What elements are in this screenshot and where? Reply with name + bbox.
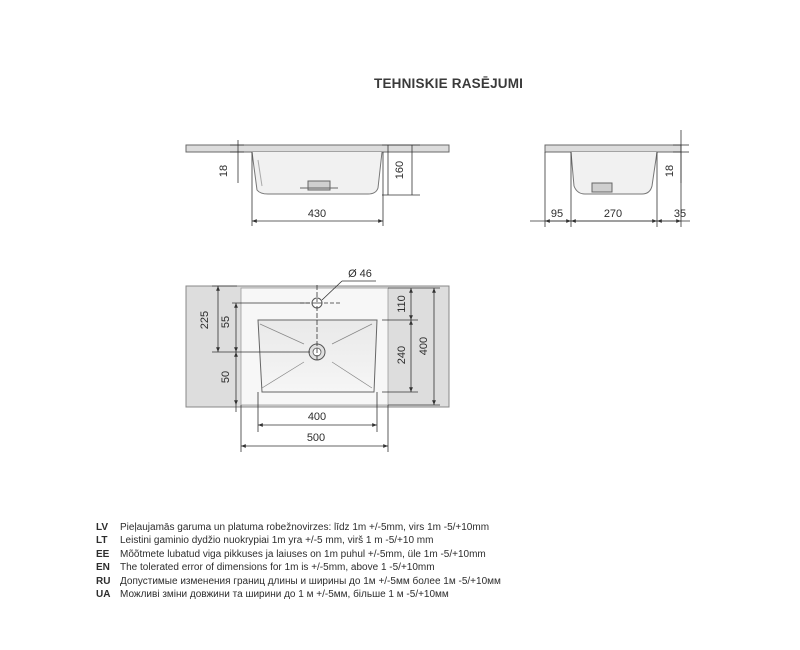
side-view	[545, 145, 681, 194]
top-400-depth-label: 400	[418, 336, 430, 356]
side-thickness-label: 18	[664, 164, 676, 178]
top-55-label: 55	[220, 315, 232, 329]
note-row-ee	[96, 548, 501, 561]
note-text: Можливі зміни довжини та ширини до 1 м +/-5мм, більше 1 м -5/+10мм	[120, 589, 449, 601]
side-basin-label: 270	[603, 208, 623, 220]
note-row-ua	[96, 588, 501, 601]
top-view	[186, 286, 449, 407]
top-400-basin-label: 400	[307, 411, 327, 423]
drawing-title: TEHNISKIE RASĒJUMI	[374, 76, 524, 91]
top-50-label: 50	[220, 370, 232, 384]
note-row-ru	[96, 575, 501, 588]
note-code: LT	[96, 535, 108, 547]
note-row-lv	[96, 521, 501, 534]
side-countertop	[545, 145, 681, 152]
side-left-label: 95	[550, 208, 564, 220]
note-code: RU	[96, 575, 111, 587]
note-code: UA	[96, 589, 111, 601]
note-text: Mõõtmete lubatud viga pikkuses ja laiuses on 1m puhul +/-5mm, üle 1m -5/+10mm	[120, 548, 486, 560]
note-code: LV	[96, 522, 109, 533]
note-row-en	[96, 561, 501, 574]
side-drain	[592, 183, 612, 192]
side-right-label: 35	[673, 208, 687, 220]
top-110-label: 110	[396, 295, 408, 313]
top-240-label: 240	[396, 345, 408, 365]
note-code: EN	[96, 562, 110, 574]
front-countertop	[186, 145, 449, 152]
front-width-label: 430	[307, 208, 327, 220]
front-drain	[308, 181, 330, 190]
drain-diameter-label: Ø 46	[348, 268, 372, 280]
note-text: Leistini gaminio dydžio nuokrypiai 1m yra +/-5 mm, virš 1 m -5/+10 mm	[120, 535, 434, 547]
top-500-label: 500	[306, 432, 326, 444]
note-text: The tolerated error of dimensions for 1m is +/-5mm, above 1 -5/+10mm	[120, 562, 435, 574]
front-thickness-label: 18	[218, 164, 230, 178]
note-code: EE	[96, 548, 110, 560]
note-text: Допустимые изменения границ длины и ширины до 1м +/-5мм более 1м -5/+10мм	[120, 575, 501, 587]
note-row-lt	[96, 534, 501, 547]
front-depth-label: 160	[394, 160, 406, 180]
side-basin	[571, 152, 657, 194]
note-text: Pieļaujamās garuma un platuma robežnovirzes: līdz 1m +/-5mm, virs 1m -5/+10mm	[120, 522, 490, 533]
tolerance-notes	[96, 521, 501, 601]
top-225-label: 225	[199, 310, 211, 330]
